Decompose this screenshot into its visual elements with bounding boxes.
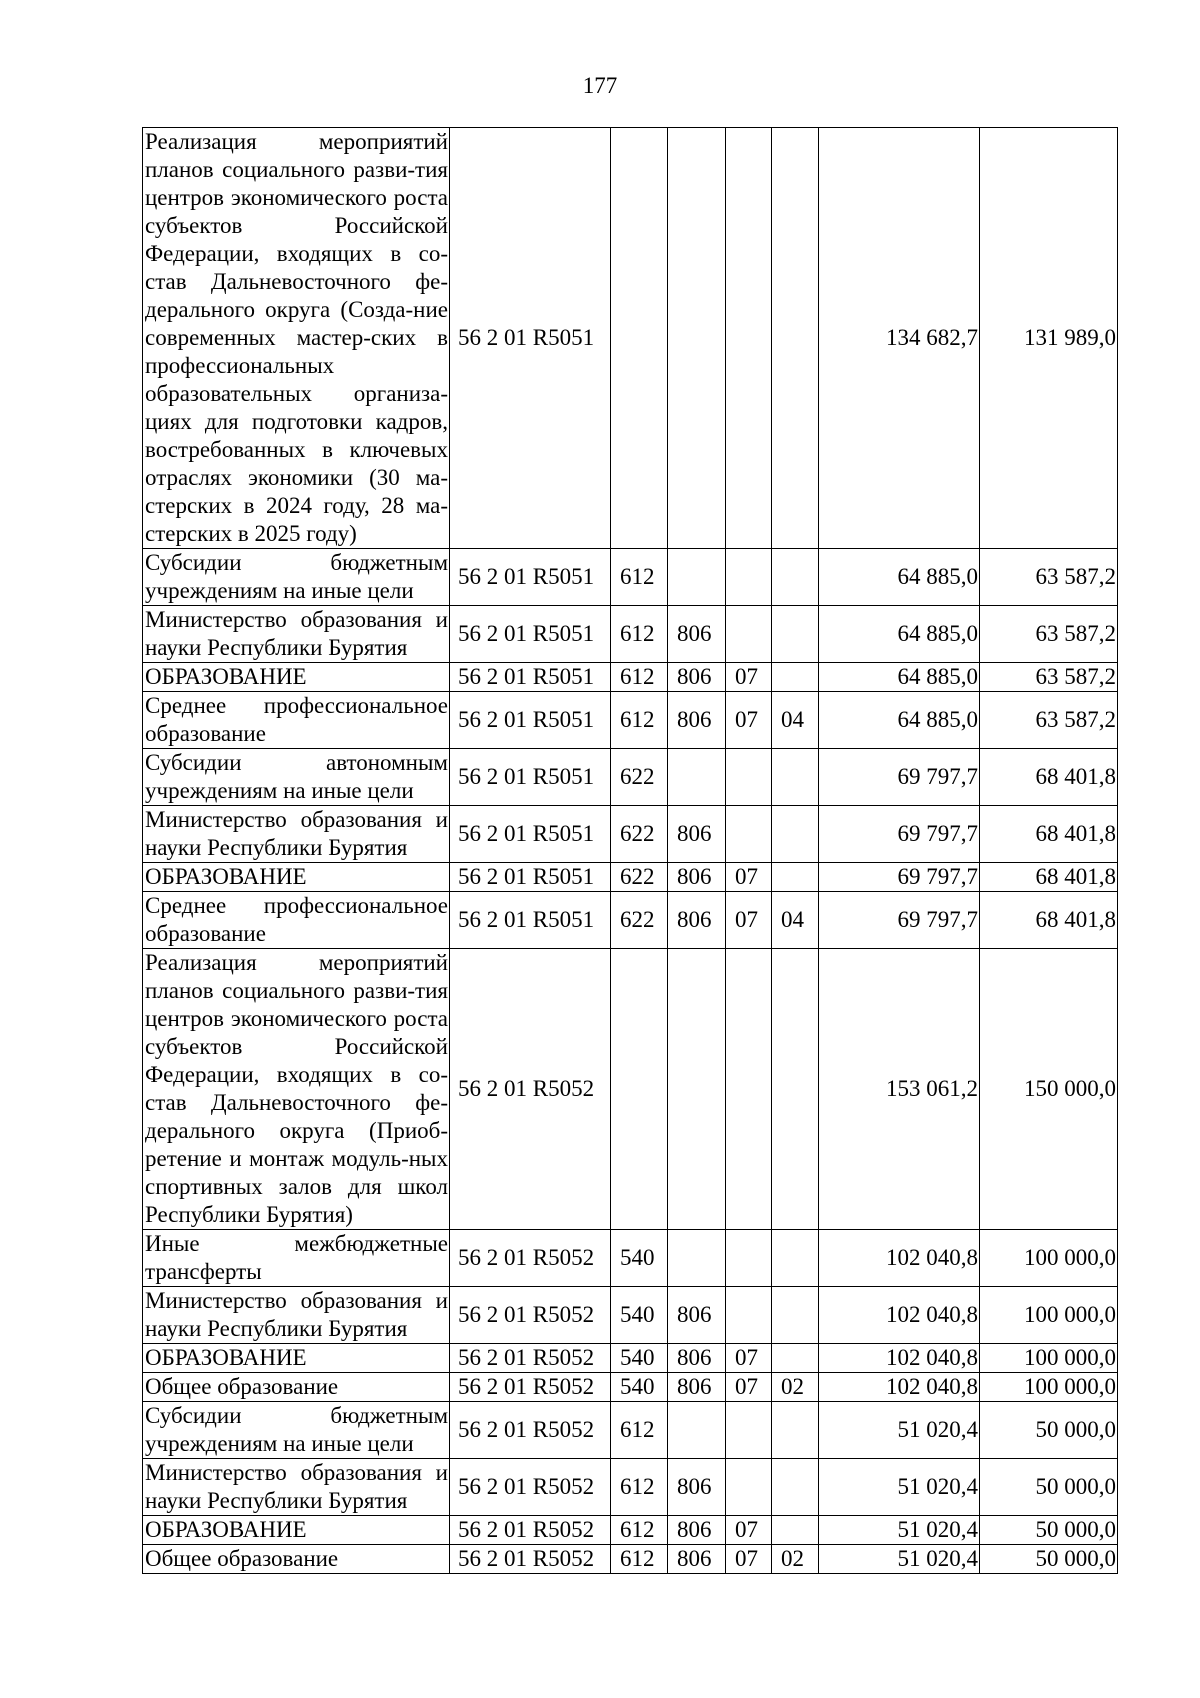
table-row [143,1287,1118,1344]
section-code [726,949,772,1230]
row-name: Субсидии бюджетным учреждениям на иные цели [143,1402,450,1459]
table-row [143,1344,1118,1373]
amount-2024: 51 020,4 [819,1545,980,1574]
row-name: ОБРАЗОВАНИЕ [143,1344,450,1373]
amount-2025: 100 000,0 [980,1373,1118,1402]
subsection-code [772,949,819,1230]
expense-type: 622 [611,806,668,863]
ministry-code: 806 [668,1516,726,1545]
section-code [726,1402,772,1459]
row-name: ОБРАЗОВАНИЕ [143,863,450,892]
target-code: 56 2 01 R5052 [450,949,611,1230]
amount-2025: 150 000,0 [980,949,1118,1230]
table-row [143,806,1118,863]
amount-2024: 102 040,8 [819,1373,980,1402]
amount-2024: 69 797,7 [819,806,980,863]
subsection-code [772,1230,819,1287]
amount-2025: 68 401,8 [980,863,1118,892]
amount-2025: 68 401,8 [980,749,1118,806]
amount-2025: 63 587,2 [980,549,1118,606]
ministry-code: 806 [668,692,726,749]
table-body [143,128,1118,1574]
expense-type: 612 [611,692,668,749]
row-name: Реализация мероприятий планов социального разви-тия центров экономического роста субъектов Российской Федерации, входящих в со-став Дальневосточного фе-дерального округа (Приоб-ретение и монтаж модуль-ных спортивных залов для школ Республики Бурятия) [143,949,450,1230]
amount-2025: 100 000,0 [980,1230,1118,1287]
subsection-code: 02 [772,1373,819,1402]
expense-type: 540 [611,1344,668,1373]
ministry-code [668,128,726,549]
section-code: 07 [726,1516,772,1545]
section-code [726,606,772,663]
amount-2025: 63 587,2 [980,663,1118,692]
table-row [143,1402,1118,1459]
target-code: 56 2 01 R5052 [450,1230,611,1287]
amount-2024: 153 061,2 [819,949,980,1230]
ministry-code: 806 [668,606,726,663]
ministry-code: 806 [668,1373,726,1402]
subsection-code [772,663,819,692]
section-code [726,1287,772,1344]
target-code: 56 2 01 R5052 [450,1373,611,1402]
table-row [143,606,1118,663]
section-code: 07 [726,663,772,692]
amount-2024: 51 020,4 [819,1402,980,1459]
ministry-code: 806 [668,1344,726,1373]
target-code: 56 2 01 R5051 [450,749,611,806]
expense-type: 612 [611,606,668,663]
row-name: Министерство образования и науки Республики Бурятия [143,1287,450,1344]
section-code: 07 [726,863,772,892]
row-name: ОБРАЗОВАНИЕ [143,1516,450,1545]
row-name: Общее образование [143,1373,450,1402]
table-row [143,949,1118,1230]
section-code [726,1459,772,1516]
expense-type: 622 [611,892,668,949]
amount-2024: 102 040,8 [819,1344,980,1373]
target-code: 56 2 01 R5052 [450,1545,611,1574]
amount-2025: 68 401,8 [980,806,1118,863]
subsection-code [772,863,819,892]
amount-2024: 69 797,7 [819,863,980,892]
amount-2025: 63 587,2 [980,606,1118,663]
amount-2024: 69 797,7 [819,749,980,806]
expense-type: 612 [611,663,668,692]
amount-2025: 100 000,0 [980,1287,1118,1344]
ministry-code: 806 [668,663,726,692]
target-code: 56 2 01 R5051 [450,892,611,949]
subsection-code [772,1402,819,1459]
ministry-code: 806 [668,1545,726,1574]
expense-type: 612 [611,549,668,606]
subsection-code [772,749,819,806]
amount-2024: 102 040,8 [819,1287,980,1344]
section-code [726,806,772,863]
section-code: 07 [726,692,772,749]
amount-2024: 51 020,4 [819,1516,980,1545]
row-name: Общее образование [143,1545,450,1574]
row-name: Иные межбюджетные трансферты [143,1230,450,1287]
amount-2025: 50 000,0 [980,1545,1118,1574]
table-row [143,128,1118,549]
ministry-code: 806 [668,1459,726,1516]
target-code: 56 2 01 R5051 [450,549,611,606]
section-code: 07 [726,892,772,949]
subsection-code [772,1459,819,1516]
row-name: Реализация мероприятий планов социального разви-тия центров экономического роста субъектов Российской Федерации, входящих в со-став Дальневосточного фе-дерального округа (Созда-ние современных мастер-ских в профессиональных образовательных организа-циях для подготовки кадров, востребованных в ключевых отраслях экономики (30 ма-стерских в 2024 году, 28 ма-стерских в 2025 году) [143,128,450,549]
ministry-code [668,549,726,606]
amount-2024: 64 885,0 [819,663,980,692]
target-code: 56 2 01 R5052 [450,1516,611,1545]
section-code [726,549,772,606]
target-code: 56 2 01 R5051 [450,692,611,749]
expense-type: 612 [611,1545,668,1574]
ministry-code: 806 [668,806,726,863]
subsection-code [772,1516,819,1545]
table-row [143,749,1118,806]
amount-2024: 64 885,0 [819,606,980,663]
ministry-code [668,1402,726,1459]
ministry-code [668,1230,726,1287]
amount-2025: 50 000,0 [980,1516,1118,1545]
expense-type: 612 [611,1459,668,1516]
expense-type: 612 [611,1402,668,1459]
target-code: 56 2 01 R5052 [450,1344,611,1373]
amount-2025: 50 000,0 [980,1402,1118,1459]
target-code: 56 2 01 R5052 [450,1287,611,1344]
amount-2024: 64 885,0 [819,692,980,749]
amount-2024: 134 682,7 [819,128,980,549]
amount-2024: 51 020,4 [819,1459,980,1516]
table-row [143,1459,1118,1516]
expense-type: 540 [611,1287,668,1344]
amount-2025: 68 401,8 [980,892,1118,949]
table-row [143,1373,1118,1402]
row-name: Субсидии автономным учреждениям на иные цели [143,749,450,806]
row-name: Министерство образования и науки Республики Бурятия [143,806,450,863]
table-row [143,1516,1118,1545]
subsection-code [772,1287,819,1344]
amount-2025: 100 000,0 [980,1344,1118,1373]
subsection-code: 04 [772,892,819,949]
amount-2024: 69 797,7 [819,892,980,949]
row-name: Среднее профессиональное образование [143,892,450,949]
page-number: 177 [582,73,618,98]
subsection-code [772,1344,819,1373]
table-row [143,1545,1118,1574]
table-row [143,663,1118,692]
expense-type: 540 [611,1230,668,1287]
table-row [143,863,1118,892]
target-code: 56 2 01 R5051 [450,128,611,549]
subsection-code [772,606,819,663]
section-code: 07 [726,1545,772,1574]
expense-type: 622 [611,749,668,806]
section-code: 07 [726,1344,772,1373]
ministry-code: 806 [668,863,726,892]
section-code: 07 [726,1373,772,1402]
subsection-code [772,549,819,606]
expense-type: 612 [611,1516,668,1545]
expense-type [611,949,668,1230]
table-row [143,1230,1118,1287]
ministry-code [668,949,726,1230]
table-row [143,892,1118,949]
subsection-code: 04 [772,692,819,749]
target-code: 56 2 01 R5052 [450,1459,611,1516]
row-name: Министерство образования и науки Республики Бурятия [143,606,450,663]
amount-2025: 131 989,0 [980,128,1118,549]
subsection-code [772,128,819,549]
amount-2025: 63 587,2 [980,692,1118,749]
row-name: Среднее профессиональное образование [143,692,450,749]
amount-2024: 64 885,0 [819,549,980,606]
amount-2025: 50 000,0 [980,1459,1118,1516]
table-row [143,549,1118,606]
row-name: ОБРАЗОВАНИЕ [143,663,450,692]
table-row [143,692,1118,749]
expense-type: 622 [611,863,668,892]
section-code [726,749,772,806]
subsection-code: 02 [772,1545,819,1574]
row-name: Субсидии бюджетным учреждениям на иные цели [143,549,450,606]
row-name: Министерство образования и науки Республики Бурятия [143,1459,450,1516]
target-code: 56 2 01 R5051 [450,663,611,692]
ministry-code: 806 [668,1287,726,1344]
budget-table [142,127,1118,1574]
target-code: 56 2 01 R5052 [450,1402,611,1459]
subsection-code [772,806,819,863]
expense-type [611,128,668,549]
ministry-code [668,749,726,806]
target-code: 56 2 01 R5051 [450,806,611,863]
ministry-code: 806 [668,892,726,949]
amount-2024: 102 040,8 [819,1230,980,1287]
target-code: 56 2 01 R5051 [450,606,611,663]
expense-type: 540 [611,1373,668,1402]
target-code: 56 2 01 R5051 [450,863,611,892]
section-code [726,1230,772,1287]
section-code [726,128,772,549]
